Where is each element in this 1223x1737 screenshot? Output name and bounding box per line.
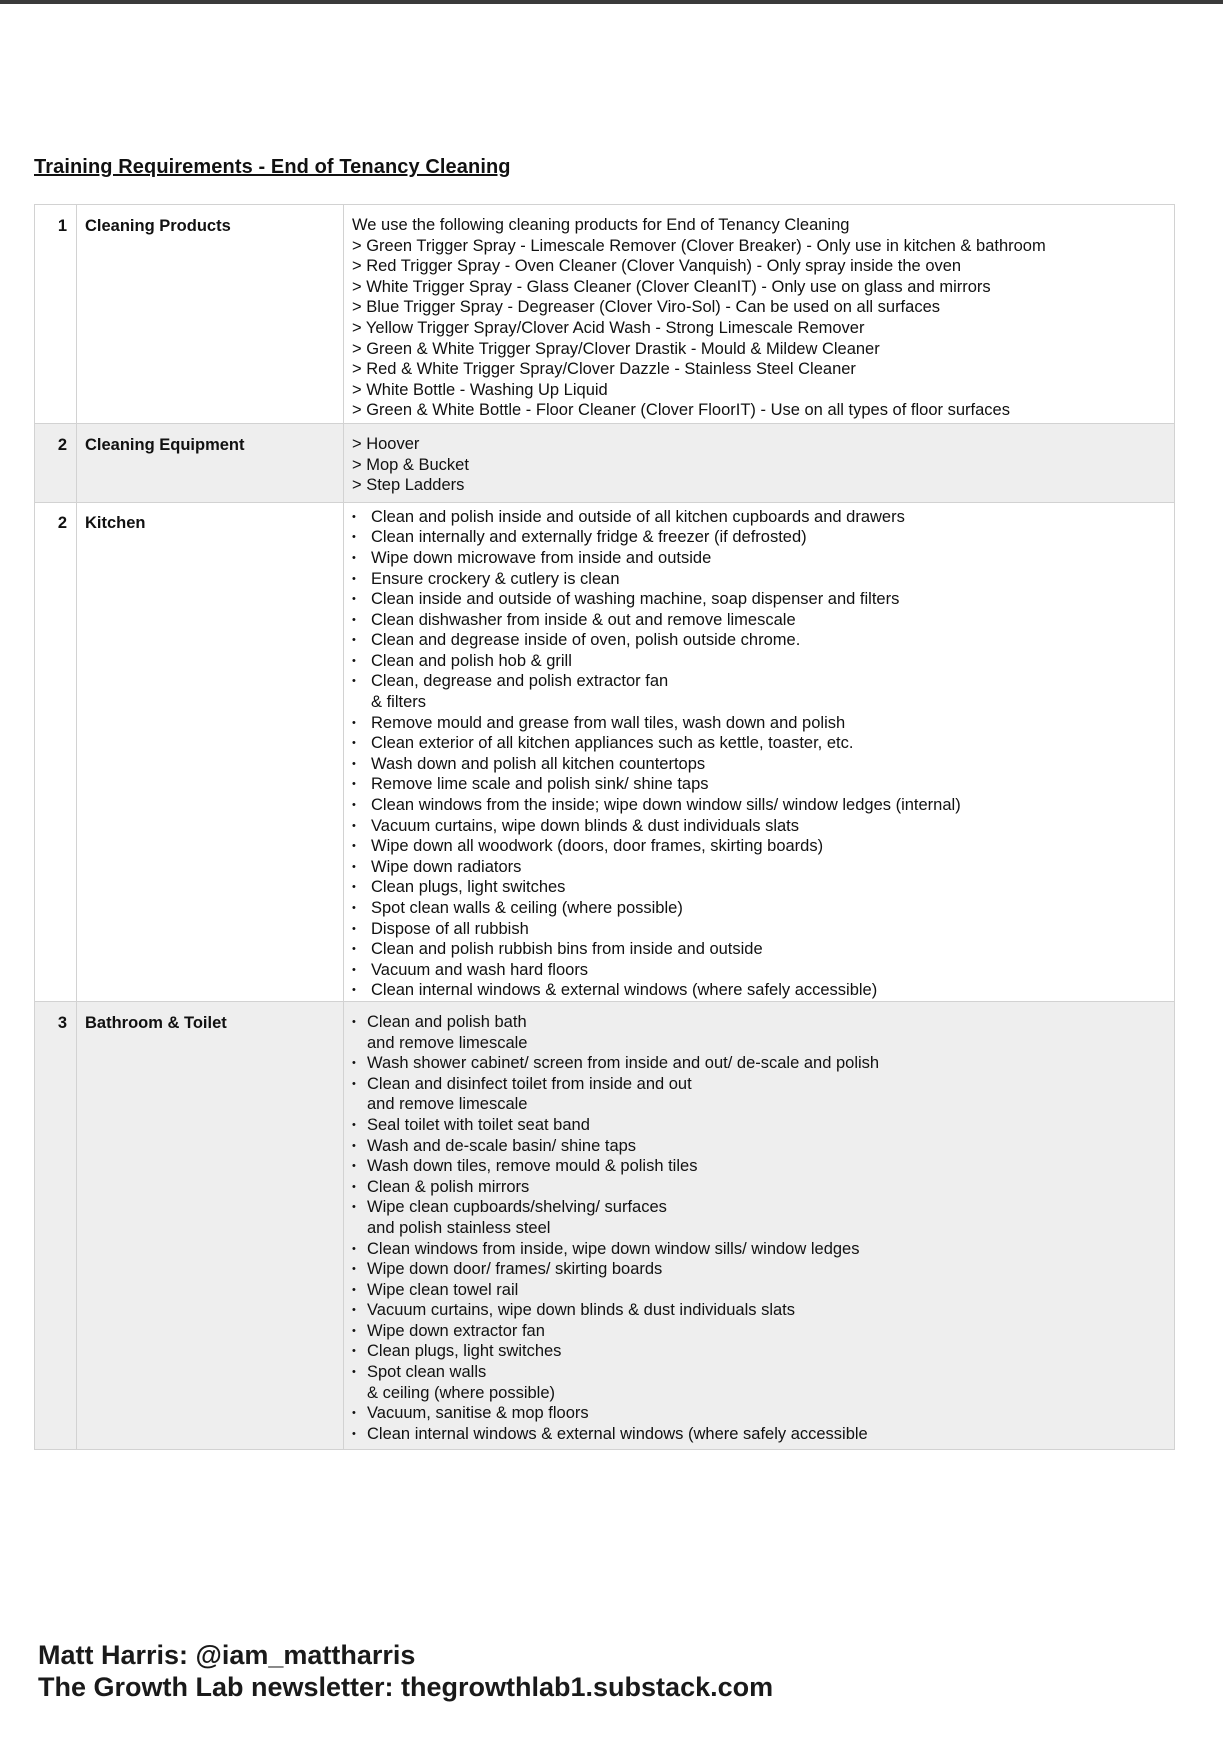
task-item [352,733,1166,754]
equipment-list [344,423,1175,502]
task-item [352,1053,1166,1074]
requirements-table [34,204,1175,1450]
task-item [352,589,1166,610]
task-item [352,1280,1166,1301]
task-text: Wipe down extractor fan [367,1321,545,1340]
task-item [352,1012,1166,1053]
task-text: Clean windows from the inside; wipe down window sills/ window ledges (internal) [371,796,961,815]
task-item [352,877,1166,898]
task-item [352,980,1166,1001]
bullet-icon: • [352,799,356,812]
task-item [352,1074,1166,1115]
bullet-icon: • [352,737,356,750]
task-item [352,1424,1166,1445]
task-item [352,569,1166,590]
footer-credits [38,1639,773,1703]
table-row-cleaning-equipment [35,423,1175,502]
footer-author: Matt Harris: @iam_mattharris [38,1640,416,1670]
bullet-icon: • [352,860,356,873]
task-item [352,1156,1166,1177]
task-item [352,1321,1166,1342]
task-item [352,548,1166,569]
task-text: Remove mould and grease from wall tiles, wash down and polish [371,713,846,732]
product-item: > Yellow Trigger Spray/Clover Acid Wash - Strong Limescale Remover [352,318,865,337]
bullet-icon: • [352,1139,356,1152]
task-item [352,527,1166,548]
task-text: Ensure crockery & cutlery is clean [371,569,620,588]
bullet-icon: • [352,1242,356,1255]
task-item [352,898,1166,919]
task-item [352,1341,1166,1362]
task-item [352,939,1166,960]
bullet-icon: • [352,572,356,585]
bullet-icon: • [352,1263,356,1276]
task-text: Clean and polish bath and remove limescale [367,1012,528,1052]
task-text: Clean dishwasher from inside & out and remove limescale [371,610,796,629]
product-item: > Green Trigger Spray - Limescale Remover (Clover Breaker) - Only use in kitchen & bathroom [352,236,1046,255]
bullet-icon: • [352,716,356,729]
product-item: > White Trigger Spray - Glass Cleaner (Clover CleanIT) - Only use on glass and mirrors [352,277,991,296]
task-item [352,1136,1166,1157]
product-item: > Blue Trigger Spray - Degreaser (Clover Viro-Sol) - Can be used on all surfaces [352,298,940,317]
bullet-icon: • [352,613,356,626]
task-text: Wipe down all woodwork (doors, door frames, skirting boards) [371,837,824,856]
task-item [352,774,1166,795]
task-text: Wipe down door/ frames/ skirting boards [367,1260,663,1279]
task-text: Clean, degrease and polish extractor fan & filters [371,672,669,712]
bullet-icon: • [352,551,356,564]
bullet-icon: • [352,1407,356,1420]
task-text: Clean and polish rubbish bins from inside and outside [371,940,763,959]
task-item [352,857,1166,878]
bullet-icon: • [352,1345,356,1358]
task-text: Clean plugs, light switches [371,878,566,897]
bullet-icon: • [352,593,356,606]
task-text: Remove lime scale and polish sink/ shine taps [371,775,709,794]
task-text: Wash shower cabinet/ screen from inside and out/ de-scale and polish [367,1054,880,1073]
table-row-bathroom-toilet [35,1001,1175,1449]
task-text: Vacuum and wash hard floors [371,960,589,979]
task-text: Dispose of all rubbish [371,919,529,938]
row-number: 2 [35,423,77,502]
task-text: Clean & polish mirrors [367,1177,530,1196]
task-item [352,795,1166,816]
bullet-icon: • [352,675,356,688]
task-item [352,1403,1166,1424]
bullet-icon: • [352,654,356,667]
task-item [352,1197,1166,1238]
bullet-icon: • [352,778,356,791]
task-text: Clean exterior of all kitchen appliances such as kettle, toaster, etc. [371,734,854,753]
bullet-icon: • [352,531,356,544]
bullet-icon: • [352,1283,356,1296]
table-row-cleaning-products [35,205,1175,424]
task-text: Clean windows from inside, wipe down window sills/ window ledges [367,1239,860,1258]
equipment-item: > Hoover [352,434,420,453]
task-item [352,651,1166,672]
bullet-icon: • [352,1015,356,1028]
task-item [352,1300,1166,1321]
task-text: Spot clean walls & ceiling (where possible) [367,1363,556,1402]
category-label: Bathroom & Toilet [77,1001,344,1449]
category-label: Kitchen [77,502,344,1001]
bullet-icon: • [352,1427,356,1440]
bathroom-task-list [352,1012,1166,1444]
category-label: Cleaning Products [77,205,344,424]
task-text: Vacuum, sanitise & mop floors [367,1404,589,1423]
task-item [352,1362,1166,1403]
task-item [352,610,1166,631]
task-item [352,919,1166,940]
task-text: Clean plugs, light switches [367,1342,562,1361]
bullet-icon: • [352,1057,356,1070]
task-item [352,816,1166,837]
bullet-icon: • [352,1118,356,1131]
task-text: Vacuum curtains, wipe down blinds & dust individuals slats [371,816,799,835]
bullet-icon: • [352,1201,356,1214]
task-item [352,1259,1166,1280]
product-item: > Red & White Trigger Spray/Clover Dazzle - Stainless Steel Cleaner [352,360,856,379]
task-text: Wipe clean towel rail [367,1280,519,1299]
footer-newsletter: The Growth Lab newsletter: thegrowthlab1.substack.com [38,1672,774,1702]
bullet-icon: • [352,510,356,523]
product-item: > Red Trigger Spray - Oven Cleaner (Clover Vanquish) - Only spray inside the oven [352,257,962,276]
equipment-item: > Mop & Bucket [352,455,469,474]
task-text: Clean and polish inside and outside of all kitchen cupboards and drawers [371,507,905,526]
row-number: 3 [35,1001,77,1449]
task-text: Wipe clean cupboards/shelving/ surfaces and polish stainless steel [367,1198,667,1237]
task-item [352,630,1166,651]
task-text: Wash and de-scale basin/ shine taps [367,1136,637,1155]
task-text: Clean internal windows & external windows (where safely accessible [367,1424,868,1443]
task-item [352,507,1166,528]
product-item: > Green & White Bottle - Floor Cleaner (Clover FloorIT) - Use on all types of floor surfaces [352,401,1010,420]
equipment-item: > Step Ladders [352,476,465,495]
task-text: Clean and polish hob & grill [371,651,572,670]
bullet-icon: • [352,1077,356,1090]
task-text: Wipe down microwave from inside and outside [371,548,712,567]
bullet-icon: • [352,902,356,914]
task-text: Clean and degrease inside of oven, polish outside chrome. [371,631,801,650]
task-item [352,1177,1166,1198]
task-item [352,1239,1166,1260]
bullet-icon: • [352,943,356,956]
task-text: Wipe down radiators [371,857,522,876]
products-list [344,205,1175,424]
bullet-icon: • [352,1160,356,1173]
bullet-icon: • [352,634,356,647]
bullet-icon: • [352,922,356,935]
task-text: Clean and disinfect toilet from inside and out and remove limescale [367,1074,692,1114]
bullet-icon: • [352,1324,356,1337]
row-number: 2 [35,502,77,1001]
task-text: Seal toilet with toilet seat band [367,1115,590,1134]
products-intro: We use the following cleaning products for End of Tenancy Cleaning [352,216,850,234]
task-text: Vacuum curtains, wipe down blinds & dust individuals slats [367,1301,795,1320]
bullet-icon: • [352,984,356,997]
bullet-icon: • [352,840,356,853]
category-label: Cleaning Equipment [77,423,344,502]
document-title: Training Requirements - End of Tenancy Cleaning [34,156,511,178]
table-row-kitchen [35,502,1175,1001]
task-item [352,960,1166,981]
bullet-icon: • [352,819,356,832]
task-text: Clean internally and externally fridge & freezer (if defrosted) [371,528,807,547]
row-number: 1 [35,205,77,424]
bullet-icon: • [352,757,356,770]
task-item [352,754,1166,775]
task-item [352,836,1166,857]
bullet-icon: • [352,1304,356,1317]
bullet-icon: • [352,1366,356,1379]
task-text: Wash down tiles, remove mould & polish tiles [367,1157,698,1176]
bullet-icon: • [352,963,356,976]
task-text: Clean inside and outside of washing machine, soap dispenser and filters [371,590,900,609]
task-text: Clean internal windows & external windows (where safely accessible) [371,981,878,1000]
task-text: Spot clean walls & ceiling (where possible) [371,899,683,917]
bullet-icon: • [352,1180,356,1193]
task-item [352,713,1166,734]
product-item: > White Bottle - Washing Up Liquid [352,380,608,399]
kitchen-task-list [352,507,1166,1001]
product-item: > Green & White Trigger Spray/Clover Drastik - Mould & Mildew Cleaner [352,339,880,358]
task-text: Wash down and polish all kitchen countertops [371,754,706,773]
task-item [352,1115,1166,1136]
bullet-icon: • [352,881,356,894]
top-border [0,0,1223,4]
task-item [352,671,1166,712]
